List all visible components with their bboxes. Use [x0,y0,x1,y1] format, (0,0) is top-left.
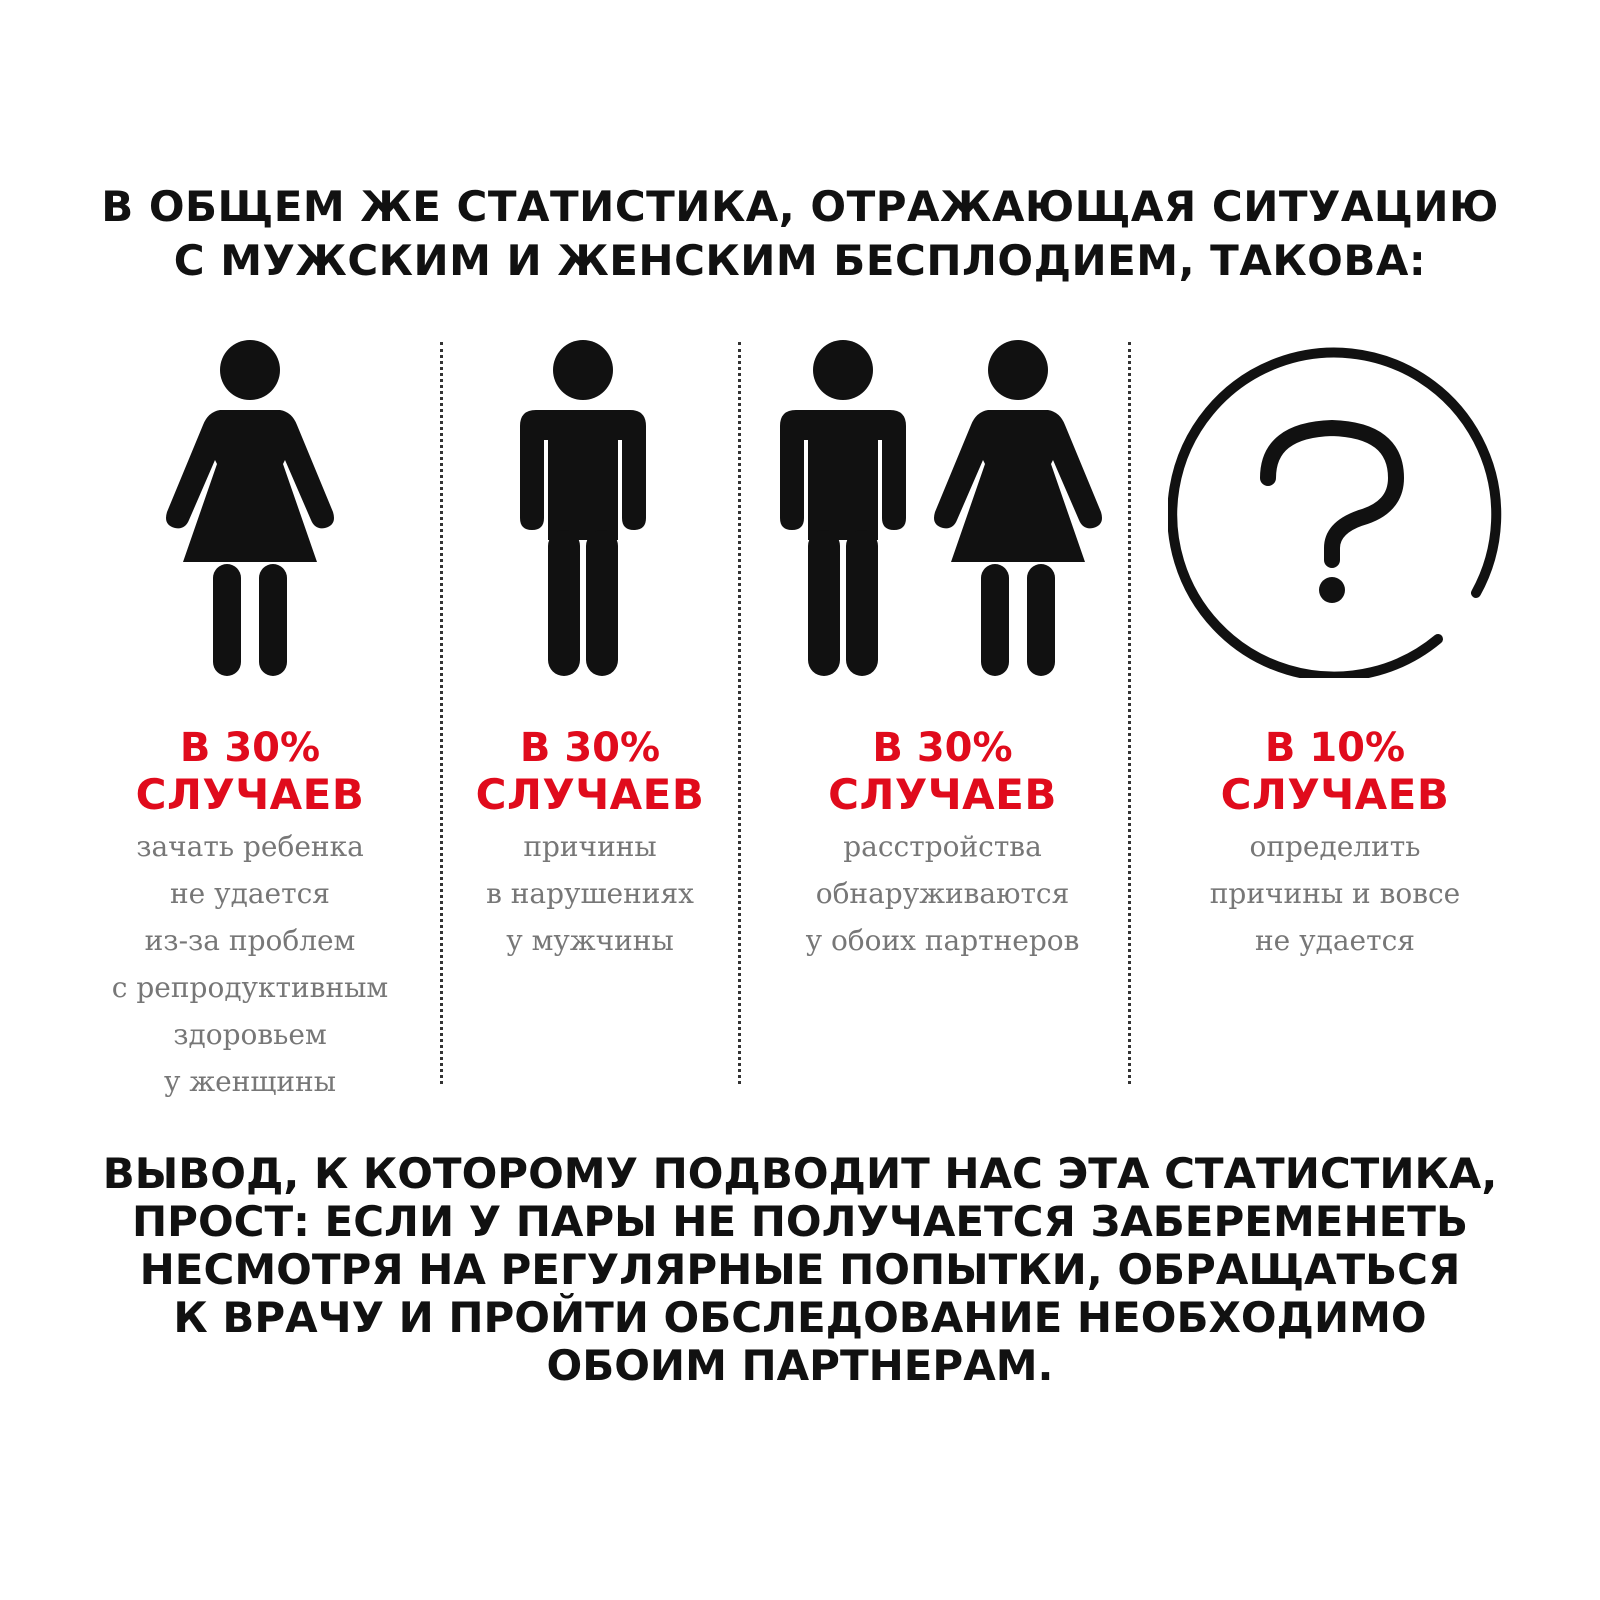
page-title [0,180,1600,288]
description-line: причины [523,830,657,863]
conclusion-line: НЕСМОТРЯ НА РЕГУЛЯРНЫЕ ПОПЫТКИ, ОБРАЩАТЬСЯ [139,1245,1461,1294]
description-line: не удается [1255,924,1415,957]
column-divider [440,342,443,1084]
description [445,823,735,964]
percent-label: В 30% [519,725,661,771]
description [1180,823,1490,964]
description [790,823,1095,964]
description [100,823,400,1105]
description-line: в нарушениях [486,877,694,910]
title-line: В ОБЩЕМ ЖЕ СТАТИСТИКА, ОТРАЖАЮЩАЯ СИТУАЦИЮ [101,182,1499,231]
question-circle-icon [1168,338,1508,678]
stat-column-unknown [1180,725,1490,964]
description-line: определить [1249,830,1421,863]
title-line: С МУЖСКИМ И ЖЕНСКИМ БЕСПЛОДИЕМ, ТАКОВА: [173,236,1427,285]
column-divider [738,342,741,1084]
description-line: не удается [170,877,330,910]
cases-label: СЛУЧАЕВ [1220,770,1450,819]
description-line: с репродуктивным [111,971,389,1004]
stat-column-woman [100,725,400,1105]
man-icon [518,340,648,680]
percent-label: В 30% [872,725,1013,771]
stat-column-couple [790,725,1095,964]
conclusion-line: ВЫВОД, К КОТОРОМУ ПОДВОДИТ НАС ЭТА СТАТИСТИКА, [102,1149,1498,1198]
description-line: у женщины [163,1065,336,1098]
description-line: у мужчины [506,924,674,957]
percent-label: В 10% [1264,725,1406,771]
cases-label: СЛУЧАЕВ [135,770,365,819]
stat-column-man [445,725,735,964]
description-line: здоровьем [173,1018,327,1051]
conclusion-line: ПРОСТ: ЕСЛИ У ПАРЫ НЕ ПОЛУЧАЕТСЯ ЗАБЕРЕМЕНЕТЬ [132,1197,1468,1246]
description-line: обнаруживаются [815,877,1070,910]
column-divider [1128,342,1131,1084]
woman-icon [165,340,335,680]
cases-label: СЛУЧАЕВ [828,770,1057,819]
description-line: у обоих партнеров [805,924,1080,957]
conclusion-text [0,1150,1600,1390]
description-line: из-за проблем [144,924,356,957]
description-line: причины и вовсе [1209,877,1461,910]
description-line: расстройства [843,830,1042,863]
cases-label: СЛУЧАЕВ [475,770,705,819]
percent-label: В 30% [179,725,321,771]
couple-icon [778,340,1103,680]
conclusion-line: ОБОИМ ПАРТНЕРАМ. [546,1341,1054,1390]
description-line: зачать ребенка [136,830,364,863]
conclusion-line: К ВРАЧУ И ПРОЙТИ ОБСЛЕДОВАНИЕ НЕОБХОДИМО [173,1293,1427,1342]
